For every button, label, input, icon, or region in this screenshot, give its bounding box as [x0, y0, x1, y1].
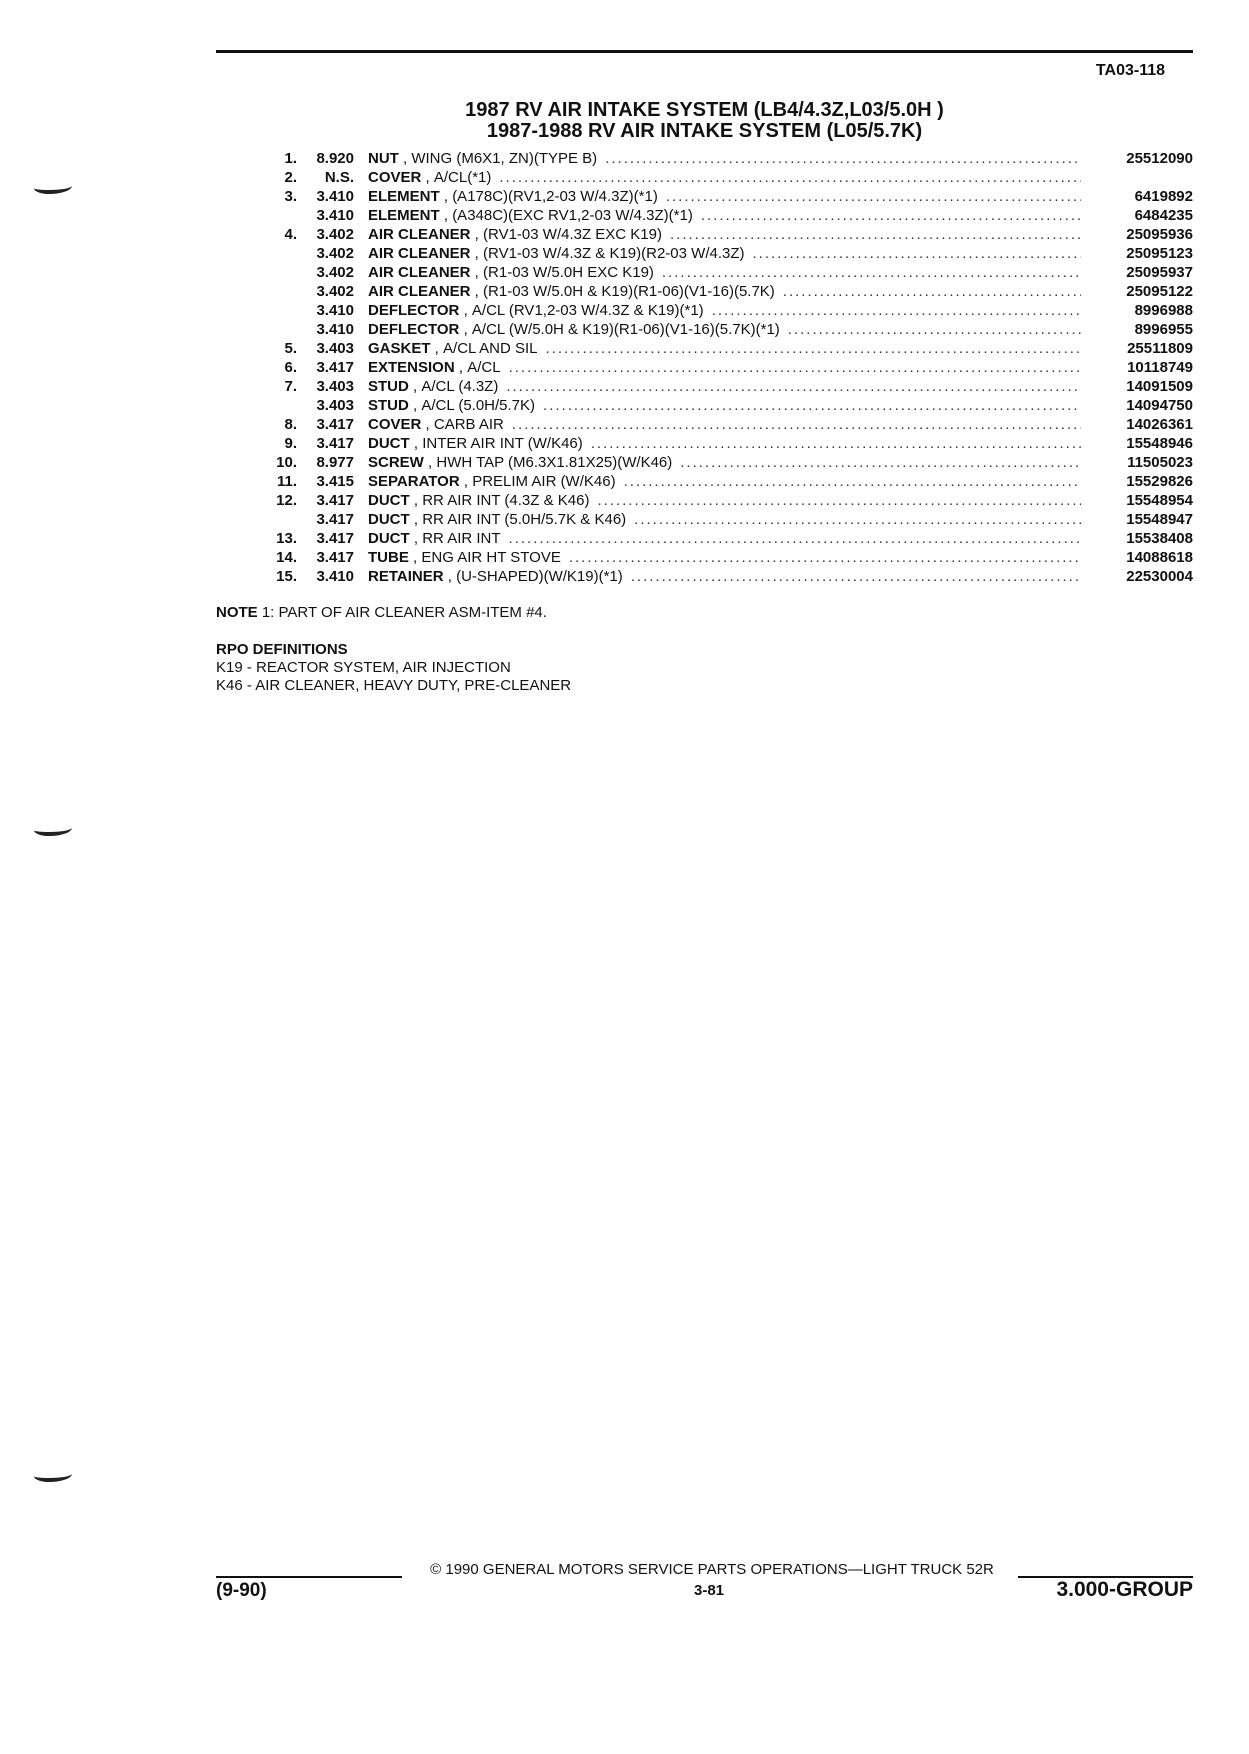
group-number: 3.403	[316, 378, 354, 395]
part-number: 25095122	[1126, 283, 1193, 300]
group-number: 3.403	[316, 397, 354, 414]
item-number	[216, 510, 297, 529]
part-detail: A/CL AND SIL	[443, 340, 538, 357]
part-number: 6484235	[1134, 207, 1193, 224]
part-name: DEFLECTOR	[368, 321, 460, 338]
part-detail: (RV1-03 W/4.3Z EXC K19)	[483, 226, 662, 243]
dot-leader	[543, 396, 1081, 415]
parts-row	[216, 339, 1193, 358]
name-separator: ,	[443, 568, 457, 585]
part-name: AIR CLEANER	[368, 226, 471, 243]
part-name: COVER	[368, 169, 422, 186]
rpo-heading: RPO DEFINITIONS	[216, 641, 348, 658]
item-number: 11.	[276, 473, 297, 490]
part-description	[368, 548, 1089, 567]
parts-row	[216, 377, 1193, 396]
part-number: 15529826	[1126, 473, 1193, 490]
part-number: 8996955	[1134, 321, 1193, 338]
group-number: 3.417	[316, 359, 354, 376]
title-line-2: 1987-1988 RV AIR INTAKE SYSTEM (L05/5.7K)	[486, 120, 923, 142]
part-detail: WING (M6X1, ZN)(TYPE B)	[411, 150, 598, 167]
group-number: 3.417	[316, 416, 354, 433]
item-number: 9.	[284, 435, 297, 452]
group-number: 3.417	[316, 530, 354, 547]
part-detail: RR AIR INT	[422, 530, 501, 547]
parts-row	[216, 358, 1193, 377]
part-number: 25095936	[1126, 226, 1193, 243]
note-label: NOTE	[216, 604, 258, 621]
parts-row	[216, 453, 1193, 472]
item-number: 3.	[284, 188, 297, 205]
part-number: 15538408	[1126, 530, 1193, 547]
parts-row	[216, 187, 1193, 206]
part-name: DUCT	[368, 435, 410, 452]
part-name: SCREW	[368, 454, 424, 471]
part-name: NUT	[368, 150, 399, 167]
part-detail: (RV1-03 W/4.3Z & K19)(R2-03 W/4.3Z)	[483, 245, 745, 262]
item-number: 1.	[284, 150, 297, 167]
group-number: 3.410	[316, 188, 354, 205]
dot-leader	[512, 415, 1081, 434]
item-number: 12.	[276, 492, 297, 509]
name-separator: ,	[408, 549, 422, 566]
group-number: 3.410	[316, 302, 354, 319]
copyright: © 1990 GENERAL MOTORS SERVICE PARTS OPERATIONS—LIGHT TRUCK 52R	[430, 1561, 994, 1578]
part-detail: PRELIM AIR (W/K46)	[472, 473, 616, 490]
page-title	[216, 100, 1193, 142]
item-number: 8.	[284, 416, 297, 433]
footer-date: (9-90)	[216, 1580, 267, 1601]
name-separator: ,	[459, 321, 472, 338]
part-number: 15548947	[1126, 511, 1193, 528]
name-separator: ,	[408, 378, 422, 395]
name-separator: ,	[408, 397, 422, 414]
item-number: 7.	[284, 378, 297, 395]
title-line-1: 1987 RV AIR INTAKE SYSTEM (LB4/4.3Z,L03/5.0H )	[465, 99, 944, 121]
part-description	[368, 282, 1089, 301]
name-separator: ,	[470, 245, 484, 262]
group-number: 3.417	[316, 492, 354, 509]
parts-row	[216, 225, 1193, 244]
item-number: 13.	[276, 530, 297, 547]
name-separator: ,	[409, 492, 423, 509]
dot-leader	[506, 377, 1081, 396]
part-number: 25511809	[1127, 340, 1193, 357]
group-number: 3.417	[316, 435, 354, 452]
part-detail: A/CL (RV1,2-03 W/4.3Z & K19)(*1)	[471, 302, 704, 319]
part-name: COVER	[368, 416, 422, 433]
part-number: 14094750	[1126, 397, 1193, 414]
part-detail: A/CL(*1)	[433, 169, 492, 186]
part-description	[368, 339, 1089, 358]
part-detail: (R1-03 W/5.0H EXC K19)	[483, 264, 654, 281]
rpo-item: K46 - AIR CLEANER, HEAVY DUTY, PRE-CLEANER	[216, 677, 572, 694]
part-description	[368, 301, 1089, 320]
part-description	[368, 149, 1089, 168]
group-number: 3.403	[316, 340, 354, 357]
part-description	[368, 415, 1089, 434]
parts-list	[216, 149, 1193, 586]
parts-row	[216, 149, 1193, 168]
part-number: 15548946	[1126, 435, 1193, 452]
dot-leader	[605, 149, 1081, 168]
part-number: 8996988	[1134, 302, 1193, 319]
part-description	[368, 491, 1089, 510]
group-number: 3.402	[316, 226, 354, 243]
parts-row	[216, 548, 1193, 567]
top-rule	[216, 50, 1193, 53]
parts-row	[216, 472, 1193, 491]
part-number: 25512090	[1126, 150, 1193, 167]
part-detail: (A348C)(EXC RV1,2-03 W/4.3Z)(*1)	[452, 207, 693, 224]
rpo-definitions	[216, 641, 571, 695]
dot-leader	[753, 244, 1082, 263]
dot-leader	[499, 168, 1081, 187]
binding-hole-mark	[34, 180, 72, 194]
part-description	[368, 529, 1089, 548]
part-detail: CARB AIR	[433, 416, 504, 433]
part-number: 25095123	[1126, 245, 1193, 262]
part-number: 15548954	[1126, 492, 1193, 509]
dot-leader	[631, 567, 1081, 586]
part-description	[368, 396, 1089, 415]
name-separator: ,	[421, 169, 434, 186]
name-separator: ,	[409, 511, 423, 528]
dot-leader	[634, 510, 1081, 529]
part-description	[368, 320, 1089, 339]
name-separator: ,	[423, 454, 437, 471]
dot-leader	[591, 434, 1081, 453]
part-number	[1089, 168, 1193, 187]
parts-row	[216, 320, 1193, 339]
part-description	[368, 263, 1089, 282]
part-number: 14026361	[1126, 416, 1193, 433]
part-detail: (U-SHAPED)(W/K19)(*1)	[456, 568, 623, 585]
group-number: 3.410	[316, 321, 354, 338]
part-name: RETAINER	[368, 568, 444, 585]
document-code: TA03-118	[1095, 62, 1165, 79]
part-name: SEPARATOR	[368, 473, 460, 490]
group-number: N.S.	[324, 169, 354, 186]
parts-row	[216, 282, 1193, 301]
parts-row	[216, 396, 1193, 415]
part-description	[368, 510, 1089, 529]
part-name: ELEMENT	[368, 207, 440, 224]
group-number: 8.977	[316, 454, 354, 471]
part-detail: A/CL (W/5.0H & K19)(R1-06)(V1-16)(5.7K)(*1)	[471, 321, 780, 338]
dot-leader	[509, 358, 1081, 377]
part-detail: HWH TAP (M6.3X1.81X25)(W/K46)	[436, 454, 673, 471]
item-number: 14.	[276, 549, 297, 566]
group-number: 3.402	[316, 264, 354, 281]
dot-leader	[597, 491, 1081, 510]
part-description	[368, 187, 1089, 206]
name-separator: ,	[470, 226, 484, 243]
dot-leader	[662, 263, 1081, 282]
name-separator: ,	[398, 150, 412, 167]
footer-group: 3.000-GROUP	[1056, 1578, 1193, 1601]
parts-row	[216, 301, 1193, 320]
dot-leader	[666, 187, 1081, 206]
dot-leader	[783, 282, 1081, 301]
part-number: 14091509	[1126, 378, 1193, 395]
name-separator: ,	[421, 416, 434, 433]
part-description	[368, 225, 1089, 244]
item-number	[216, 206, 297, 225]
name-separator: ,	[409, 530, 423, 547]
group-number: 3.410	[316, 568, 354, 585]
part-detail: (A178C)(RV1,2-03 W/4.3Z)(*1)	[452, 188, 658, 205]
part-number: 22530004	[1126, 568, 1193, 585]
part-name: AIR CLEANER	[368, 245, 471, 262]
parts-row	[216, 491, 1193, 510]
part-description	[368, 244, 1089, 263]
part-detail: INTER AIR INT (W/K46)	[422, 435, 583, 452]
parts-row	[216, 529, 1193, 548]
part-description	[368, 206, 1089, 225]
parts-row	[216, 263, 1193, 282]
dot-leader	[701, 206, 1081, 225]
parts-row	[216, 168, 1193, 187]
group-number: 8.920	[316, 150, 354, 167]
part-name: AIR CLEANER	[368, 264, 471, 281]
part-detail: RR AIR INT (5.0H/5.7K & K46)	[422, 511, 627, 528]
dot-leader	[712, 301, 1081, 320]
part-name: TUBE	[368, 549, 409, 566]
parts-row	[216, 510, 1193, 529]
item-number	[216, 301, 297, 320]
part-description	[368, 453, 1089, 472]
item-number	[216, 263, 297, 282]
item-number: 5.	[284, 340, 297, 357]
group-number: 3.417	[316, 511, 354, 528]
part-name: ELEMENT	[368, 188, 440, 205]
part-name: STUD	[368, 378, 409, 395]
name-separator: ,	[439, 188, 453, 205]
part-description	[368, 434, 1089, 453]
part-number: 10118749	[1127, 359, 1193, 376]
part-detail: A/CL	[467, 359, 501, 376]
part-detail: RR AIR INT (4.3Z & K46)	[422, 492, 590, 509]
part-description	[368, 567, 1089, 586]
part-description	[368, 377, 1089, 396]
part-description	[368, 168, 1089, 187]
group-number: 3.402	[316, 283, 354, 300]
item-number: 2.	[284, 169, 297, 186]
parts-row	[216, 244, 1193, 263]
item-number: 15.	[276, 568, 297, 585]
item-number: 4.	[284, 226, 297, 243]
group-number: 3.415	[316, 473, 354, 490]
note	[216, 604, 547, 621]
part-description	[368, 472, 1089, 491]
part-name: DUCT	[368, 530, 410, 547]
part-detail: (R1-03 W/5.0H & K19)(R1-06)(V1-16)(5.7K)	[483, 283, 775, 300]
part-name: DUCT	[368, 492, 410, 509]
part-name: DEFLECTOR	[368, 302, 460, 319]
part-detail: A/CL (4.3Z)	[421, 378, 499, 395]
item-number	[216, 282, 297, 301]
part-number: 11505023	[1127, 454, 1193, 471]
name-separator: ,	[459, 473, 473, 490]
part-number: 14088618	[1126, 549, 1193, 566]
dot-leader	[788, 320, 1081, 339]
part-number: 6419892	[1134, 188, 1193, 205]
rpo-item: K19 - REACTOR SYSTEM, AIR INJECTION	[216, 659, 511, 676]
item-number: 10.	[276, 454, 297, 471]
part-name: GASKET	[368, 340, 431, 357]
dot-leader	[670, 225, 1081, 244]
note-text: 1: PART OF AIR CLEANER ASM-ITEM #4.	[257, 604, 547, 621]
parts-row	[216, 206, 1193, 225]
binding-hole-mark	[34, 1468, 72, 1482]
name-separator: ,	[459, 302, 472, 319]
group-number: 3.402	[316, 245, 354, 262]
part-name: STUD	[368, 397, 409, 414]
part-detail: ENG AIR HT STOVE	[421, 549, 561, 566]
parts-row	[216, 415, 1193, 434]
name-separator: ,	[470, 283, 484, 300]
name-separator: ,	[409, 435, 423, 452]
item-number	[216, 320, 297, 339]
item-number	[216, 244, 297, 263]
page-number: 3-81	[693, 1582, 725, 1599]
part-name: EXTENSION	[368, 359, 455, 376]
parts-row	[216, 567, 1193, 586]
dot-leader	[509, 529, 1081, 548]
group-number: 3.410	[316, 207, 354, 224]
binding-hole-mark	[34, 822, 72, 836]
item-number	[216, 396, 297, 415]
footer-rule-left	[216, 1576, 402, 1578]
dot-leader	[680, 453, 1081, 472]
part-name: AIR CLEANER	[368, 283, 471, 300]
parts-row	[216, 434, 1193, 453]
part-description	[368, 358, 1089, 377]
name-separator: ,	[430, 340, 444, 357]
part-detail: A/CL (5.0H/5.7K)	[421, 397, 536, 414]
dot-leader	[569, 548, 1081, 567]
name-separator: ,	[470, 264, 484, 281]
item-number: 6.	[284, 359, 297, 376]
part-name: DUCT	[368, 511, 410, 528]
name-separator: ,	[454, 359, 468, 376]
group-number: 3.417	[316, 549, 354, 566]
name-separator: ,	[439, 207, 453, 224]
dot-leader	[546, 339, 1081, 358]
dot-leader	[624, 472, 1081, 491]
part-number: 25095937	[1126, 264, 1193, 281]
